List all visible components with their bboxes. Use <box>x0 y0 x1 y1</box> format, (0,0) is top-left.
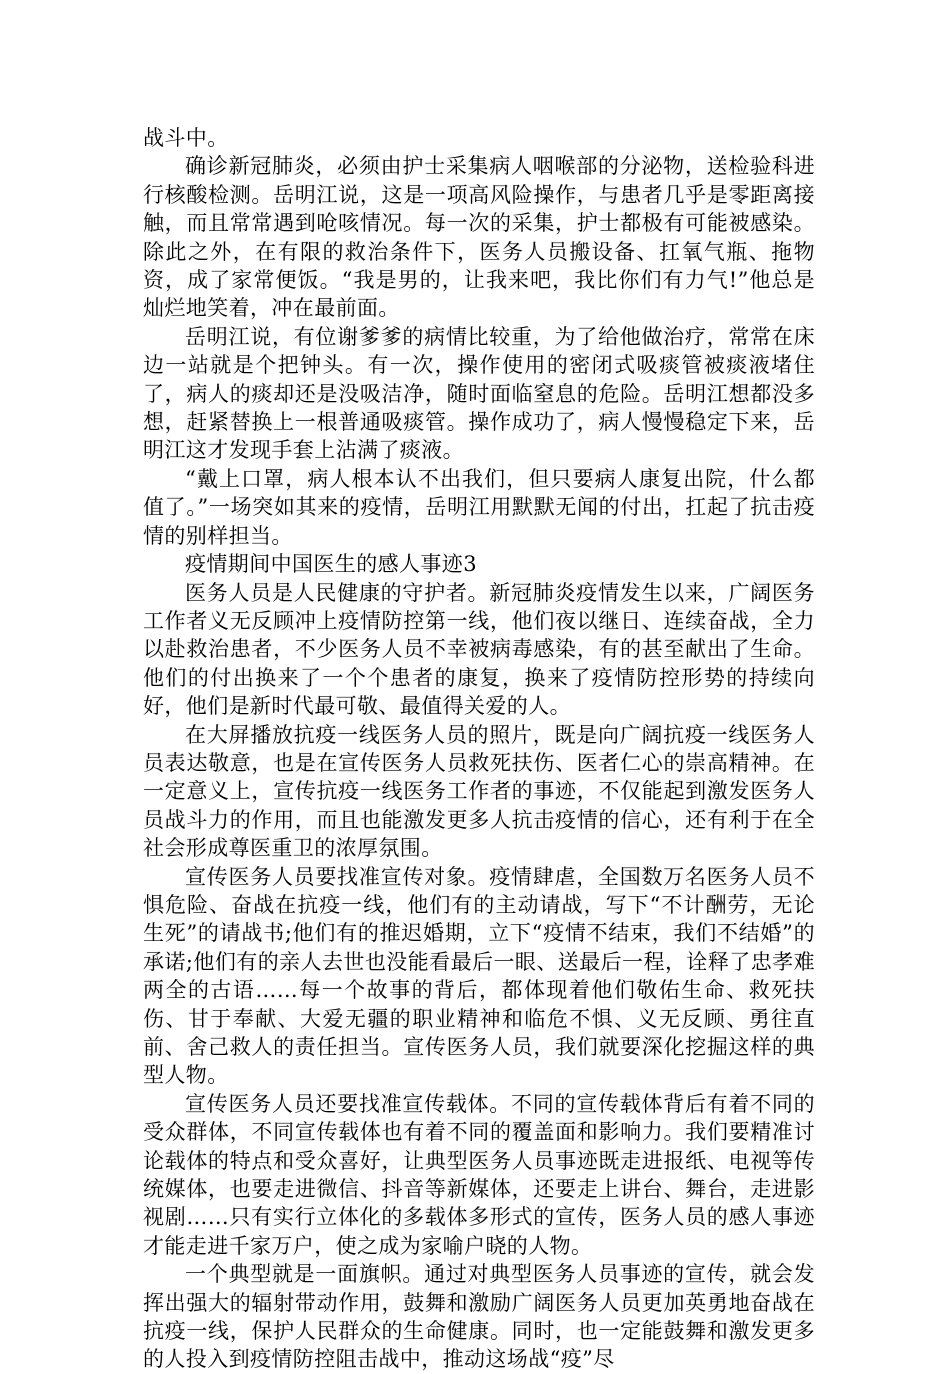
section-heading: 疫情期间中国医生的感人事迹3 <box>185 552 477 577</box>
paragraph-9: 一个典型就是一面旗帜。通过对典型医务人员事迹的宣传，就会发挥出强大的辐射带动作用，鼓舞和激励广阔医务人员更加英勇地奋战在抗疫一线，保护人民群众的生命健康。同时，也一定能鼓舞和激发更多的人投入到疫情防控阻击战中，推动这场战“疫”尽 <box>143 1262 815 1372</box>
paragraph-3: 岳明江说，有位谢爹爹的病情比较重，为了给他做治疗，常常在床边一站就是个把钟头。有一次，操作使用的密闭式吸痰管被痰液堵住了，病人的痰却还是没吸洁净，随时面临窒息的危险。岳明江想都没多想，赶紧替换上一根普通吸痰管。操作成功了，病人慢慢稳定下来，岳明江这才发现手套上沾满了痰液。 <box>143 324 815 463</box>
paragraph-6: 在大屏播放抗疫一线医务人员的照片，既是向广阔抗疫一线医务人员表达敬意，也是在宣传医务人员救死扶伤、医者仁心的崇高精神。在一定意义上，宣传抗疫一线医务工作者的事迹，不仅能起到激发医务人员战斗力的作用，而且也能激发更多人抗击疫情的信心，还有利于在全社会形成尊医重卫的浓厚氛围。 <box>143 722 815 861</box>
paragraph-4: “戴上口罩，病人根本认不出我们，但只要病人康复出院，什么都值了。”一场突如其来的疫情，岳明江用默默无闻的付出，扛起了抗击疫情的别样担当。 <box>143 466 815 548</box>
paragraph-7: 宣传医务人员要找准宣传对象。疫情肆虐，全国数万名医务人员不惧危险、奋战在抗疫一线，他们有的主动请战，写下“不计酬劳，无论生死”的请战书;他们有的推迟婚期，立下“疫情不结束，我们不结婚”的承诺;他们有的亲人去世也没能看最后一眼、送最后一程，诠释了忠孝难两全的古语……每一个故事的背后，都体现着他们敬佑生命、救死扶伤、甘于奉献、大爱无疆的职业精神和临危不惧、义无反顾、勇往直前、舍己救人的责任担当。宣传医务人员，我们就要深化挖掘这样的典型人物。 <box>143 864 815 1088</box>
paragraph-2: 确诊新冠肺炎，必须由护士采集病人咽喉部的分泌物，送检验科进行核酸检测。岳明江说，这是一项高风险操作，与患者几乎是零距离接触，而且常常遇到呛咳情况。每一次的采集，护士都极有可能被感染。除此之外，在有限的救治条件下，医务人员搬设备、扛氧气瓶、拖物资，成了家常便饭。“我是男的，让我来吧，我比你们有力气!”他总是灿烂地笑着，冲在最前面。 <box>143 154 815 321</box>
paragraph-8: 宣传医务人员还要找准宣传载体。不同的宣传载体背后有着不同的受众群体，不同宣传载体也有着不同的覆盖面和影响力。我们要精准讨论载体的特点和受众喜好，让典型医务人员事迹既走进报纸、电视等传统媒体，也要走进微信、抖音等新媒体，还要走上讲台、舞台，走进影视剧……只有实行立体化的多载体多形式的宣传，医务人员的感人事迹才能走进千家万户，使之成为家喻户晓的人物。 <box>143 1091 815 1258</box>
paragraph-1: 战斗中。 <box>143 126 229 150</box>
paragraph-5: 医务人员是人民健康的守护者。新冠肺炎疫情发生以来，广阔医务工作者义无反顾冲上疫情防控第一线，他们夜以继日、连续奋战，全力以赴救治患者，不少医务人员不幸被病毒感染，有的甚至献出了生命。他们的付出换来了一个个患者的康复，换来了疫情防控形势的持续向好，他们是新时代最可敬、最值得关爱的人。 <box>143 580 815 719</box>
document-body <box>143 124 815 1374</box>
